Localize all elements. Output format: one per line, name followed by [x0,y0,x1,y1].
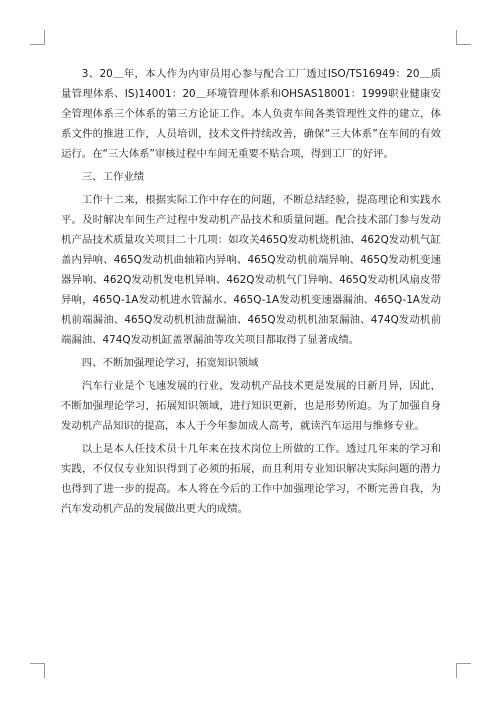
paragraph-achievements: 工作十二来，根据实际工作中存在的问题，不断总结经验，提高理论和实践水平。及时解决车间生产过程中发动机产品技术和质量问题。配合技术部门参与发动机产品技术质量攻关项目二十几项：如攻关465Q发动机烧机油、462Q发动机气缸盖内异响、465Q发动机曲轴箱内异响、465Q发动机前端异响、465Q发动机变速器异响、462Q发动机发电机异响、462Q发动机气门异响、465Q发动机风扇皮带异响，465Q-1A发动机进水管漏水、465Q-1A发动机变速器漏油、465Q-1A发动机前端漏油、465Q发动机机油盘漏油、465Q发动机机油泵漏油、474Q发动机前端漏油、474Q发动机缸盖罩漏油等攻关项目都取得了显著成绩。 [61,194,441,346]
paragraph-learning: 汽车行业是个飞速发展的行业，发动机产品技术更是发展的日新月异，因此，不断加强理论学习，拓展知识领域，进行知识更新，也是形势所迫。为了加强自身发动机产品知识的提高，本人于今年参加成人高考，就读汽车运用与维修专业。 [61,380,441,432]
paragraph-certification: 3、20＿年，本人作为内审员用心参与配合工厂透过ISO/TS16949：20＿质量管理体系、IS)14001：20＿环境管理体系和OHSAS18001：1999职业健康安全管理体系三个体系的第三方论证工作。本人负责车间各类管理性文件的建立，体系文件的推进工作，人员培训，技术文件持续改善，确保“三大体系”在车间的有效运行。在“三大体系”审核过程中车间无重要不贴合项，得到工厂的好评。 [61,68,441,160]
crop-mark-bottom-left [30,663,45,678]
paragraph-summary: 以上是本人任技术员十几年来在技术岗位上所做的工作。透过几年来的学习和实践，不仅仅专业知识得到了必须的拓展，而且利用专业知识解决实际问题的潜力也得到了进一步的提高。本人将在今后的工作中加强理论学习，不断完善自我，为汽车发动机产品的发展做出更大的成绩。 [61,443,441,515]
document-body [61,64,441,522]
section-heading-learning: 四、不断加强理论学习，拓宽知识领域 [81,357,259,369]
crop-mark-top-right [456,30,471,45]
crop-mark-top-left [30,30,45,45]
crop-mark-bottom-right [456,663,471,678]
section-heading-achievements: 三、工作业绩 [81,171,145,183]
